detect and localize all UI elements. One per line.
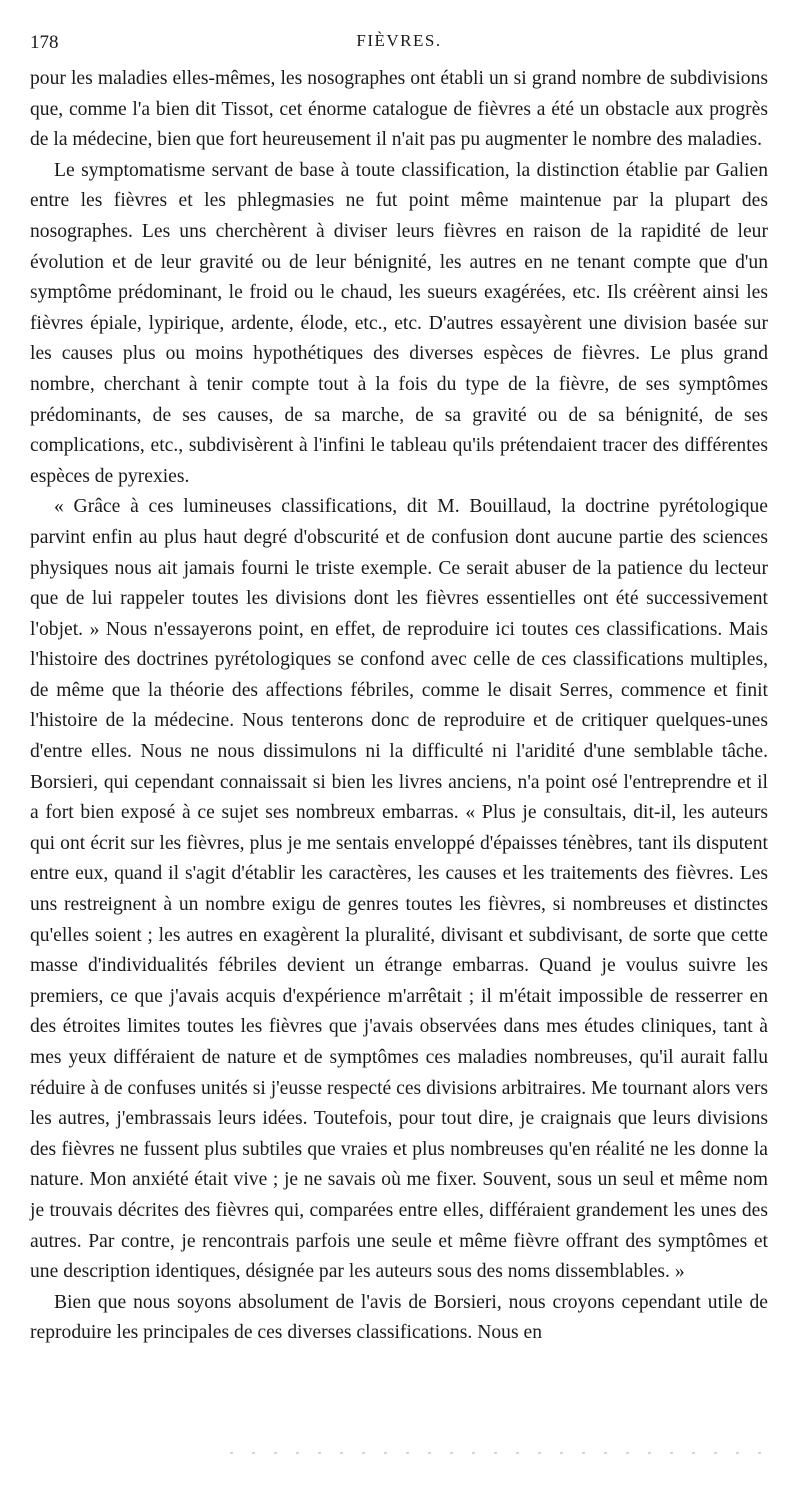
page-number: 178 — [30, 32, 59, 53]
paragraph-bouillaud-quote: « Grâce à ces lumineuses classifications, dit M. Bouillaud, la doctrine pyrétologique parvint enfin au plus haut degré d'obscurité et de confusion dont aucune partie des sciences physiques nous ait jamais fourni le triste exemple. Ce serait abuser de la patience du lecteur que de lui rappeler toutes les divisions dont les fièvres essentielles ont été successivement l'objet. » Nous n'essayerons point, en effet, de reproduire ici toutes ces classifications. Mais l'histoire des doctrines pyrétologiques se confond avec celle de ces classifications multiples, de même que la théorie des affections fébriles, comme le disait Serres, commence et finit l'histoire de la médecine. Nous tenterons donc de reproduire et de critiquer quelques-unes d'entre elles. Nous ne nous dissimulons ni la difficulté ni l'aridité d'une semblable tâche. Borsieri, qui cependant connaissait si bien les livres anciens, n'a point osé l'entreprendre et il a fort bien exposé à ce sujet ses nombreux embarras. « Plus je consultais, dit-il, les auteurs qui ont écrit sur les fièvres, plus je me sentais enveloppé d'épaisses ténèbres, tant ils disputent entre eux, quand il s'agit d'établir les caractères, les causes et les traitements des fièvres. Les uns restreignent à un nombre exigu de genres toutes les fièvres, si nombreuses et distinctes qu'elles soient ; les autres en exagèrent la pluralité, divisant et subdivisant, de sorte que cette masse d'individualités fébriles devient un étrange embarras. Quand je voulus suivre les premiers, ce que j'avais acquis d'expérience m'arrêtait ; il m'était impossible de resserrer en des étroites limites toutes les fièvres que j'avais observées dans mes études cliniques, tant à mes yeux différaient de nature et de symptômes ces maladies nombreuses, qu'il aurait fallu réduire à de confuses unités si j'eusse respecté ces divisions arbitraires. Me tournant alors vers les autres, j'embrassais leurs idées. Toutefois, pour tout dire, je craignais que leurs divisions des fièvres ne fussent plus subtiles que vraies et plus nombreuses qu'en réalité ne les donne la nature. Mon anxiété était vive ; je ne savais où me fixer. Souvent, sous un seul et même nom je trouvais décrites des fièvres qui, comparées entre elles, différaient grandement les unes des autres. Par contre, je rencontrais parfois une seule et même fièvre offrant des symptômes et une description identiques, désignée par les auteurs sous des noms dissemblables. » — [30, 496, 768, 1283]
bottom-smudge — [230, 1452, 770, 1454]
body-text — [30, 64, 768, 1349]
paragraph-symptomatisme: Le symptomatisme servant de base à toute classification, la distinction établie par Galien entre les fièvres et les phlegmasies ne fut point même maintenue par la plupart des nosographes. Les uns cherchèrent à diviser leurs fièvres en raison de la rapidité de leur évolution et de leur gravité ou de leur bénignité, les autres en ne tenant compte que d'un symptôme prédominant, le froid ou le chaud, les sueurs exagérées, etc. Ils créèrent ainsi les fièvres épiale, lypirique, ardente, élode, etc., etc. D'autres essayèrent une division basée sur les causes plus ou moins hypothétiques des diverses espèces de fièvres. Le plus grand nombre, cherchant à tenir compte tout à la fois du type de la fièvre, de ses symptômes prédominants, de ses causes, de sa marche, de sa gravité ou de sa bénignité, de ses complications, etc., subdivisèrent à l'infini le tableau qu'ils prétendaient tracer des différentes espèces de pyrexies. — [30, 159, 768, 487]
book-page — [30, 28, 768, 1349]
page-header — [30, 28, 768, 56]
running-title: FIÈVRES. — [356, 31, 442, 50]
paragraph-borsieri: Bien que nous soyons absolument de l'avis de Borsieri, nous croyons cependant utile de reproduire les principales de ces diverses classifications. Nous en — [30, 1291, 768, 1344]
paragraph-continuation: pour les maladies elles-mêmes, les nosographes ont établi un si grand nombre de subdivisions que, comme l'a bien dit Tissot, cet énorme catalogue de fièvres a été un obstacle aux progrès de la médecine, bien que fort heureusement il n'ait pas pu augmenter le nombre des maladies. — [30, 68, 768, 151]
